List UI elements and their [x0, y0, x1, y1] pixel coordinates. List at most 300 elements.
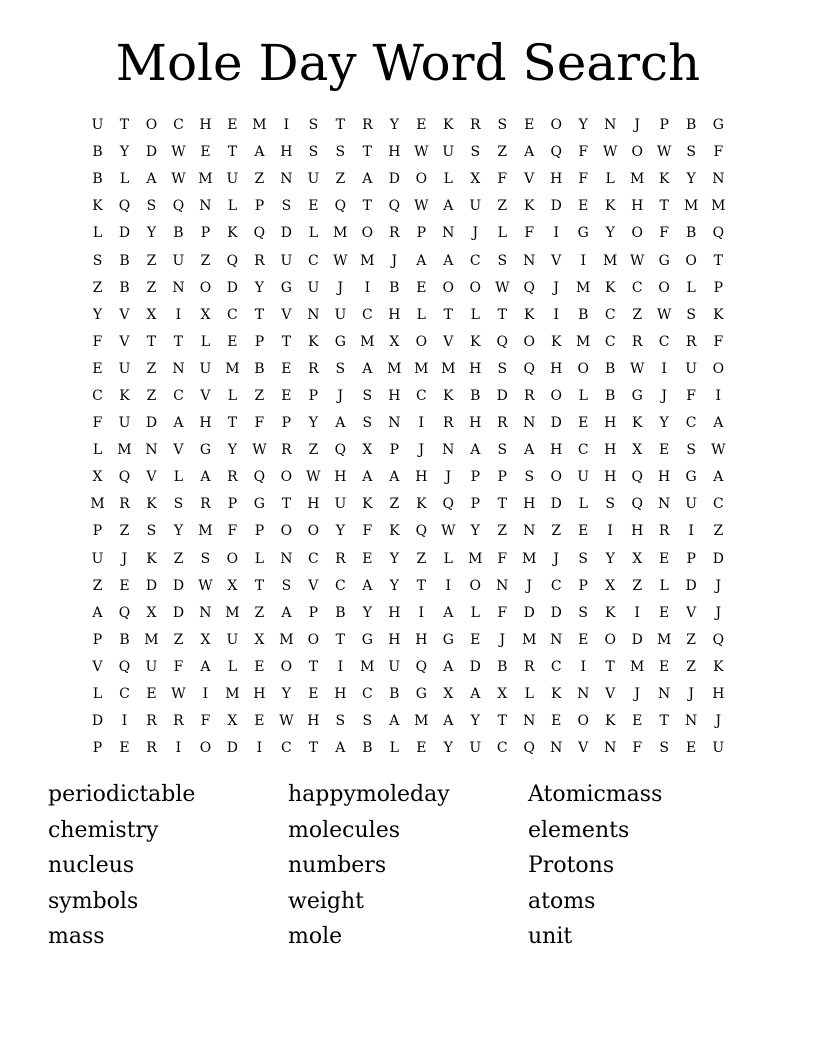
grid-letter: O [631, 144, 643, 161]
grid-letter: D [712, 550, 724, 567]
grid-letter: T [146, 333, 157, 350]
grid-letter: K [470, 333, 481, 350]
grid-letter: Q [253, 469, 266, 486]
grid-letter: P [578, 577, 588, 594]
grid-letter: Y [254, 279, 265, 296]
grid-letter: Z [146, 387, 157, 404]
grid-letter: A [470, 686, 481, 703]
grid-letter: O [280, 469, 293, 486]
grid-letter: D [145, 577, 158, 594]
grid-letter: D [226, 740, 239, 757]
grid-letter: L [524, 686, 534, 703]
grid-letter: Z [146, 360, 157, 377]
grid-row [84, 112, 732, 139]
grid-letter: X [227, 577, 238, 594]
grid-letter: K [308, 333, 319, 350]
grid-letter: X [389, 333, 400, 350]
grid-letter: M [225, 604, 240, 621]
grid-letter: H [631, 523, 644, 540]
grid-letter: B [119, 631, 130, 648]
grid-letter: D [91, 713, 104, 730]
grid-letter: H [415, 631, 428, 648]
grid-letter: T [659, 713, 669, 730]
grid-letter: Q [631, 469, 643, 486]
grid-letter: N [604, 740, 617, 757]
grid-letter: Q [631, 496, 643, 513]
grid-letter: E [578, 415, 589, 432]
grid-letter: W [603, 144, 618, 161]
grid-letter: I [661, 360, 667, 377]
grid-letter: K [524, 306, 535, 323]
grid-letter: G [253, 496, 265, 513]
grid-letter: I [580, 658, 586, 675]
grid-letter: N [523, 415, 536, 432]
grid-letter: S [497, 252, 508, 269]
grid-letter: O [550, 387, 562, 404]
grid-letter: I [256, 740, 263, 757]
grid-letter: F [578, 144, 589, 161]
word-list-item: mass [48, 924, 105, 950]
grid-letter: Y [578, 117, 588, 134]
grid-letter: V [146, 469, 157, 486]
grid-letter: A [470, 442, 481, 459]
grid-letter: B [119, 252, 130, 269]
grid-letter: B [686, 117, 697, 134]
grid-letter: P [659, 117, 669, 134]
grid-letter: F [497, 604, 508, 621]
grid-letter: M [656, 631, 672, 648]
grid-letter: B [605, 387, 616, 404]
grid-letter: H [550, 360, 563, 377]
grid-letter: J [688, 686, 694, 703]
grid-letter: Y [686, 171, 696, 188]
grid-letter: U [388, 658, 401, 675]
grid-letter: T [119, 117, 130, 134]
grid-letter: T [497, 306, 507, 323]
word-list [48, 777, 768, 955]
grid-letter: F [92, 415, 103, 432]
grid-letter: D [685, 577, 697, 594]
grid-letter: M [252, 117, 267, 134]
grid-row [84, 491, 732, 518]
grid-letter: P [389, 442, 400, 459]
grid-letter: L [227, 658, 238, 675]
grid-letter: L [92, 686, 103, 703]
grid-letter: Z [497, 144, 508, 161]
grid-letter: X [605, 577, 616, 594]
grid-letter: S [146, 198, 157, 215]
grid-letter: M [198, 523, 213, 540]
grid-letter: N [685, 713, 698, 730]
grid-letter: O [442, 279, 455, 296]
grid-letter: O [199, 279, 212, 296]
grid-letter: M [603, 252, 618, 269]
grid-letter: U [226, 631, 239, 648]
grid-letter: O [577, 360, 589, 377]
grid-letter: M [360, 333, 375, 350]
word-list-item: weight [288, 888, 364, 914]
grid-letter: O [307, 631, 320, 648]
grid-letter: S [470, 144, 481, 161]
grid-letter: A [389, 713, 400, 730]
grid-letter: F [92, 333, 103, 350]
grid-letter: Y [308, 415, 318, 432]
grid-letter: U [307, 279, 320, 296]
grid-letter: S [92, 252, 103, 269]
grid-letter: H [469, 360, 482, 377]
grid-letter: N [658, 686, 671, 703]
grid-letter: B [686, 225, 697, 242]
grid-letter: K [604, 604, 616, 621]
grid-letter: F [713, 144, 724, 161]
grid-letter: Q [118, 604, 131, 621]
grid-letter: I [418, 415, 425, 432]
grid-letter: D [226, 279, 239, 296]
grid-letter: J [715, 604, 722, 621]
grid-letter: A [524, 442, 535, 459]
grid-letter: U [91, 117, 104, 134]
grid-letter: K [92, 198, 103, 215]
grid-letter: Q [442, 496, 455, 513]
grid-letter: Z [497, 198, 508, 215]
grid-letter: W [441, 523, 456, 540]
grid-letter: Y [146, 225, 157, 242]
grid-letter: S [146, 523, 157, 540]
grid-letter: X [470, 171, 481, 188]
grid-letter: I [634, 604, 640, 621]
grid-letter: R [173, 713, 184, 730]
grid-letter: U [307, 171, 320, 188]
grid-letter: J [418, 442, 425, 459]
grid-letter: H [550, 171, 563, 188]
grid-letter: J [715, 713, 722, 730]
grid-letter: B [335, 604, 346, 621]
grid-letter: X [443, 686, 454, 703]
grid-letter: U [685, 360, 698, 377]
grid-letter: O [280, 658, 293, 675]
grid-letter: R [658, 523, 670, 540]
grid-letter: E [659, 442, 670, 459]
grid-letter: Q [496, 333, 508, 350]
grid-letter: Z [119, 523, 130, 540]
grid-letter: U [334, 496, 347, 513]
grid-letter: K [604, 198, 616, 215]
grid-letter: A [362, 469, 373, 486]
grid-letter: R [685, 333, 697, 350]
grid-letter: C [577, 442, 589, 459]
grid-letter: T [308, 740, 319, 757]
grid-letter: Y [389, 550, 399, 567]
grid-letter: R [523, 387, 535, 404]
grid-letter: Y [281, 686, 291, 703]
grid-letter: F [524, 225, 535, 242]
grid-letter: X [632, 550, 643, 567]
grid-letter: L [92, 225, 103, 242]
grid-letter: N [658, 496, 671, 513]
grid-letter: W [414, 198, 429, 215]
grid-letter: E [227, 333, 238, 350]
grid-letter: L [308, 225, 319, 242]
grid-row [84, 410, 732, 437]
grid-letter: L [470, 306, 480, 323]
grid-letter: J [391, 252, 398, 269]
grid-letter: H [604, 415, 617, 432]
letter-grid [84, 112, 732, 762]
grid-letter: P [227, 496, 238, 513]
grid-letter: F [659, 225, 670, 242]
grid-letter: Q [712, 631, 725, 648]
grid-letter: H [253, 686, 266, 703]
grid-letter: E [362, 550, 373, 567]
grid-letter: V [173, 442, 184, 459]
grid-letter: A [713, 469, 724, 486]
grid-letter: C [469, 252, 481, 269]
grid-letter: I [418, 604, 425, 621]
grid-letter: L [200, 333, 211, 350]
grid-letter: I [688, 523, 694, 540]
word-list-item: Atomicmass [528, 782, 663, 807]
grid-letter: P [686, 550, 696, 567]
grid-letter: Y [470, 523, 480, 540]
grid-letter: W [414, 144, 429, 161]
grid-letter: D [172, 577, 185, 594]
grid-letter: A [524, 144, 535, 161]
grid-letter: G [415, 686, 427, 703]
grid-letter: E [119, 577, 130, 594]
grid-letter: S [524, 469, 535, 486]
grid-letter: E [659, 604, 670, 621]
grid-letter: M [522, 631, 537, 648]
grid-letter: W [629, 360, 645, 377]
grid-letter: E [578, 198, 589, 215]
grid-letter: N [145, 442, 158, 459]
grid-letter: Q [118, 658, 131, 675]
grid-letter: Z [146, 252, 157, 269]
grid-letter: T [605, 658, 615, 675]
grid-letter: I [202, 686, 209, 703]
grid-letter: Y [443, 740, 453, 757]
grid-letter: O [199, 740, 212, 757]
grid-letter: J [445, 469, 452, 486]
grid-letter: W [171, 171, 186, 188]
grid-row [84, 302, 732, 329]
grid-letter: E [578, 523, 589, 540]
grid-letter: X [200, 306, 211, 323]
grid-row [84, 464, 732, 491]
grid-letter: U [280, 252, 293, 269]
grid-letter: W [198, 577, 213, 594]
grid-letter: V [686, 604, 697, 621]
grid-letter: K [443, 117, 454, 134]
grid-letter: D [496, 387, 508, 404]
grid-letter: S [200, 550, 211, 567]
grid-letter: T [443, 306, 453, 323]
grid-letter: M [117, 442, 132, 459]
grid-letter: E [524, 117, 535, 134]
grid-letter: L [254, 550, 265, 567]
grid-letter: Q [388, 198, 401, 215]
grid-letter: F [578, 171, 589, 188]
grid-letter: S [686, 442, 696, 459]
grid-letter: B [497, 658, 508, 675]
grid-letter: R [362, 117, 373, 134]
grid-letter: P [281, 415, 292, 432]
grid-letter: J [337, 387, 344, 404]
grid-letter: M [387, 360, 402, 377]
grid-letter: X [146, 604, 157, 621]
grid-letter: L [578, 387, 588, 404]
grid-letter: A [281, 604, 292, 621]
grid-letter: A [362, 360, 373, 377]
grid-letter: U [334, 306, 347, 323]
grid-letter: H [307, 713, 320, 730]
grid-letter: V [551, 252, 562, 269]
grid-letter: J [661, 387, 667, 404]
word-list-item: unit [528, 924, 573, 950]
grid-letter: R [496, 415, 508, 432]
grid-letter: Z [173, 631, 184, 648]
grid-letter: W [333, 252, 348, 269]
grid-letter: N [280, 171, 293, 188]
grid-letter: O [226, 550, 239, 567]
grid-letter: T [227, 144, 238, 161]
grid-letter: P [470, 469, 480, 486]
grid-letter: M [90, 496, 105, 513]
grid-letter: D [118, 225, 131, 242]
grid-letter: Q [334, 198, 347, 215]
word-list-item: symbols [48, 888, 139, 914]
grid-letter: Z [92, 279, 103, 296]
grid-letter: C [227, 306, 238, 323]
grid-letter: W [252, 442, 267, 459]
grid-letter: I [337, 658, 344, 675]
grid-letter: X [362, 442, 373, 459]
grid-letter: A [335, 415, 346, 432]
grid-letter: Z [632, 306, 643, 323]
grid-letter: U [118, 360, 131, 377]
grid-letter: Y [605, 225, 615, 242]
grid-letter: H [334, 469, 347, 486]
grid-letter: K [604, 279, 616, 296]
grid-row [84, 518, 732, 545]
grid-letter: W [279, 713, 294, 730]
grid-letter: X [497, 686, 508, 703]
grid-letter: L [227, 198, 238, 215]
grid-letter: L [389, 740, 399, 757]
grid-letter: T [497, 713, 507, 730]
grid-letter: P [92, 740, 103, 757]
grid-letter: L [173, 469, 184, 486]
grid-letter: O [469, 279, 482, 296]
grid-letter: V [281, 306, 292, 323]
grid-letter: P [92, 631, 103, 648]
grid-letter: P [254, 198, 265, 215]
grid-letter: D [550, 198, 562, 215]
grid-letter: N [172, 279, 185, 296]
grid-letter: N [712, 171, 725, 188]
grid-letter: M [576, 279, 591, 296]
grid-letter: X [227, 713, 238, 730]
grid-letter: Y [659, 415, 669, 432]
word-list-item: mole [288, 924, 343, 950]
grid-letter: C [92, 387, 103, 404]
grid-row [84, 654, 732, 681]
grid-letter: G [712, 117, 724, 134]
grid-letter: Q [712, 225, 725, 242]
grid-letter: O [577, 713, 589, 730]
grid-letter: N [199, 604, 212, 621]
grid-letter: S [308, 144, 319, 161]
grid-letter: T [416, 577, 426, 594]
grid-letter: Y [362, 604, 372, 621]
grid-letter: X [254, 631, 265, 648]
grid-letter: U [91, 550, 104, 567]
grid-letter: I [364, 279, 371, 296]
grid-letter: Q [523, 360, 535, 377]
word-list-item: chemistry [48, 817, 159, 843]
grid-letter: S [362, 415, 373, 432]
grid-letter: T [281, 496, 292, 513]
grid-letter: U [712, 740, 725, 757]
grid-row [84, 247, 732, 274]
grid-letter: A [335, 740, 346, 757]
grid-letter: Y [92, 306, 103, 323]
grid-letter: J [472, 225, 479, 242]
grid-letter: K [631, 415, 643, 432]
grid-letter: E [308, 686, 319, 703]
grid-letter: F [686, 387, 696, 404]
grid-letter: A [416, 252, 427, 269]
grid-letter: R [146, 713, 157, 730]
grid-letter: C [361, 306, 373, 323]
grid-letter: E [686, 740, 697, 757]
grid-letter: C [604, 306, 616, 323]
grid-row [84, 600, 732, 627]
grid-letter: L [578, 496, 588, 513]
grid-letter: Z [92, 577, 103, 594]
grid-letter: E [200, 144, 211, 161]
grid-letter: D [280, 225, 292, 242]
grid-letter: M [198, 171, 213, 188]
grid-letter: N [523, 252, 536, 269]
grid-letter: H [388, 631, 401, 648]
grid-letter: X [146, 306, 157, 323]
grid-letter: M [522, 550, 537, 567]
grid-letter: O [415, 171, 428, 188]
grid-letter: N [496, 577, 509, 594]
grid-letter: M [468, 550, 483, 567]
grid-letter: C [658, 333, 670, 350]
grid-letter: K [389, 523, 400, 540]
grid-letter: C [496, 740, 508, 757]
grid-letter: U [172, 252, 185, 269]
grid-letter: V [119, 306, 130, 323]
grid-letter: V [443, 333, 454, 350]
grid-letter: U [145, 658, 158, 675]
grid-letter: N [523, 713, 536, 730]
grid-letter: H [388, 306, 401, 323]
grid-row [84, 383, 732, 410]
grid-letter: F [227, 523, 238, 540]
grid-letter: J [499, 631, 506, 648]
grid-letter: S [578, 604, 588, 621]
grid-letter: N [442, 225, 455, 242]
grid-letter: Z [200, 252, 211, 269]
grid-row [84, 437, 732, 464]
grid-letter: H [631, 198, 644, 215]
grid-letter: O [550, 469, 562, 486]
grid-letter: H [199, 415, 212, 432]
